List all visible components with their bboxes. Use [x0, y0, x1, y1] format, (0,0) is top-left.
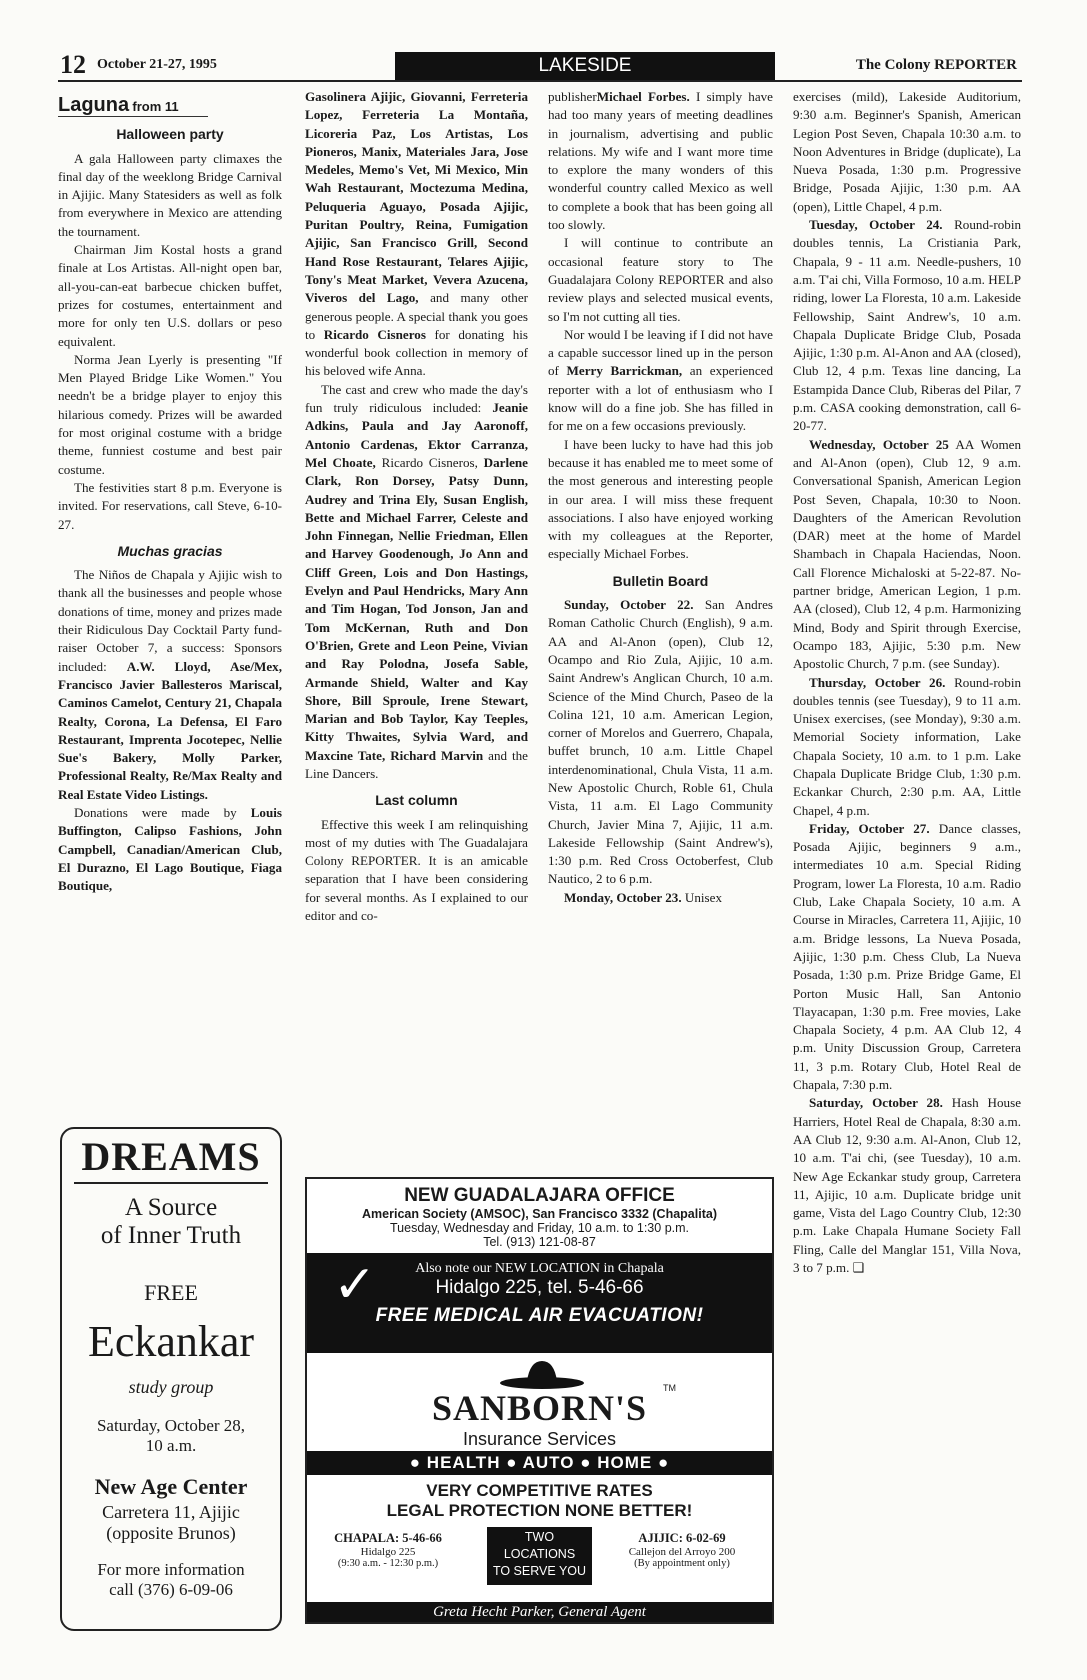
paragraph: [793, 820, 1021, 1094]
paragraph: Chairman Jim Kostal hosts a grand finale at Los Artistas. All-night open bar, all-you-can-eat barbecue chicken buffet, prizes for costumes, entertainment and more for only ten U.S. dollars or peso equivalent.: [58, 242, 282, 349]
badge-text: TO SERVE YOU: [492, 1564, 587, 1578]
column-1: [58, 96, 282, 895]
rates-block: [307, 1475, 772, 1521]
ad-venue: New Age Center: [94, 1474, 248, 1499]
agent-banner: Greta Hecht Parker, General Agent: [307, 1602, 772, 1622]
ajijic-hours: (By appointment only): [634, 1558, 730, 1569]
bullet-icon: ●: [409, 1453, 422, 1472]
paragraph: The festivities start 8 p.m. Everyone is invited. For reservations, call Steve, 6-10-27.: [58, 479, 282, 532]
paragraph: [548, 326, 773, 436]
paragraph-text: Dance classes, Posada Ajijic, beginners 9 a.m., intermediates 10 a.m. Special Riding Program, lower La Floresta, 10 a.m. Radio Club, Lake Chapala Society, 10 a.m. A Course in Miracles, Carretera 11, Ajijic, 10 a.m. Bridge lessons, La Nueva Posada, Ajijic, 1:30 p.m. Chess Club, La Nueva Posada, 1:30 p.m. Prize Bridge Game, El Porton Music Hall, San Antonio Tlayacapan, 1:30 p.m. Free movies, Lake Chapala Society, 4 p.m. AA Club 12, 4 p.m. Unity Discussion Group, Carretera 11, 3 p.m. Rotary Club, Hotel Real de Chapala, 7:30 p.m.: [793, 820, 1021, 1093]
checkmark-icon: ✓: [333, 1256, 377, 1314]
air-evacuation: FREE MEDICAL AIR EVACUATION!: [375, 1305, 704, 1326]
ad-eckankar: Eckankar: [87, 1317, 255, 1366]
paragraph: A gala Halloween party climaxes the final day of the weeklong Bridge Carnival in Ajijic. Many Statesiders as well as folk from everywhere in Mexico are attending the tournament.: [58, 150, 282, 239]
day-heading: Saturday, October 28.: [809, 1095, 943, 1111]
header-rule: [58, 80, 1022, 82]
ad-date: Saturday, October 28,: [96, 1416, 246, 1435]
locations-row: [307, 1527, 772, 1585]
paragraph-text: an experienced reporter with a lot of enthusiasm who I know will do a fine job. She has filled in for me on a few occasions previously.: [548, 363, 773, 434]
ad-info: For more information: [97, 1560, 245, 1579]
name-bold: Ricardo Cisneros: [323, 326, 426, 342]
insurance-lines: [307, 1451, 772, 1475]
paragraph-text: I simply have had too many years of meeting deadlines in journalism, advertising and public relations. My wife and I want more time to explore the many wonders of this wonderful country called Mexico as well to complete a book that has been going all too slowly.: [548, 89, 773, 233]
sombrero-logo-icon: [497, 1357, 587, 1391]
paragraph-text: The Niños de Chapala y Ajijic wish to thank all the businesses and people whose donations of time, money and prizes made their Ridiculous Day Cocktail Party fund-raiser October 7, a success: Sponsors included:: [58, 567, 282, 674]
paragraph-text: Unisex: [684, 889, 722, 905]
ad-phone: call (376) 6-09-06: [109, 1580, 233, 1599]
cast-list: Darlene Clark, Ron Dorsey, Patsy Dunn, Audrey and Trina Ely, Susan English, Bette and Michael Farrer, Celeste and John Finnegan, Nellie Friedman, Ellen and Harvey Goodenough, Jo Ann and Cliff Green, Lois and Don Hastings, Evelyn and Paul Hendricks, Mary Ann and Tim Hogan, Tod Jonson, Jan and Tom McKernan, Ruth and Don O'Brien, Grete and Leon Peine, Vivian and Ray Polodna, Josefa Sable, Armande Shield, Walter and Kay Shore, Bill Sproule, Irene Stewart, Marian and Bob Taylor, Kay Teeples, Kitty Thwaites, Sylvia Ward, and Maxcine Tate, Richard Marvin: [305, 454, 528, 763]
subhead-muchas-gracias: Muchas gracias: [117, 542, 223, 559]
paragraph: Norma Jean Lyerly is presenting "If Men Played Bridge Like Women." You needn't be a bridge player to enjoy this hilarious comedy. Prizes will be awarded for most original costume with a bridge theme, funniest costume and best pair costume.: [58, 351, 282, 477]
name-bold: Merry Barrickman,: [566, 363, 683, 379]
sponsor-list: Gasolinera Ajijic, Giovanni, Ferreteria Lopez, Ferreteria La Montaña, Licoreria Paz, Los Artistas, Los Pioneros, Manix, Materiales Jara, Jose Medeles, Memo's Vet, Mi Mexico, Min Wah Restaurant, Moctezuma Medina, Peluqueria Aguayo, Posada Ajijic, Puritan Poultry, Reina, Fumigation Ajijic, San Francisco Grill, Second Hand Rose Restaurant, Telares Ajijic, Tony's Meat Market, Vevera Azucena, Viveros del Lago,: [305, 89, 528, 306]
subhead-last-column: Last column: [375, 792, 458, 809]
office-line: American Society (AMSOC), San Francisco 3332 (Chapalita): [362, 1207, 717, 1221]
page-number: 12: [60, 50, 86, 79]
paragraph-text: Nor would I be leaving if I did not have a capable successor lined up in the person of: [548, 326, 773, 379]
location-address: Hidalgo 225, tel. 5-46-66: [435, 1277, 644, 1298]
paragraph-text: publisher: [548, 89, 597, 104]
bullet-icon: ●: [657, 1453, 670, 1472]
ad-title: DREAMS: [74, 1133, 268, 1184]
paragraph: [548, 88, 773, 234]
paragraph-text: Round-robin doubles tennis, La Cristiania Park, Chapala, 9 - 11 a.m. Needle-pushers, 10 a.m. T'ai chi, Villa Formoso, 10 a.m. HELP riding, lower La Floresta, 10 a.m. Lakeside Fellowship, Saint Andrew's, 10 a.m. Chapala Duplicate Bridge Club, Posada Ajijic, 1:30 p.m. Al-Anon and AA (closed), Club 12, 4 p.m. Texas line dancing, La Estampida Dance Club, Riberas del Pilar, 7 p.m. CASA cooking demonstration, call 6-20-77.: [793, 217, 1021, 434]
paragraph: I will continue to contribute an occasional feature story to The Guadalajara Colony REPORTER and also review plays and selected musical events, so I'm not cutting all ties.: [548, 235, 773, 324]
day-heading: Sunday, October 22.: [564, 597, 694, 613]
day-heading: Tuesday, October 24.: [809, 217, 943, 233]
day-heading: Thursday, October 26.: [809, 674, 946, 690]
line-auto: AUTO: [522, 1453, 575, 1472]
paragraph: [58, 804, 282, 895]
paragraph: [793, 1094, 1021, 1277]
badge-text: LOCATIONS: [503, 1547, 576, 1561]
publication-name: The Colony REPORTER: [855, 57, 1017, 73]
paragraph-text: Ricardo Cisneros,: [381, 454, 478, 470]
ad-subtitle: of Inner Truth: [100, 1222, 242, 1249]
location-banner: [307, 1253, 772, 1353]
bullet-icon: ●: [580, 1453, 592, 1472]
day-heading: Friday, October 27.: [809, 820, 930, 836]
paragraph-text: The cast and crew who made the day's fun truly ridiculous included:: [305, 381, 528, 416]
paragraph: [793, 436, 1021, 674]
paragraph-text: and the Line Dancers.: [305, 747, 528, 781]
brand-block: [307, 1353, 772, 1451]
ad-subtitle: A Source: [124, 1194, 218, 1221]
two-locations-badge: [487, 1527, 592, 1585]
office-tel: Tel. (913) 121-08-87: [483, 1235, 596, 1249]
chapala-phone: CHAPALA: 5-46-66: [334, 1531, 442, 1545]
paragraph-text: and many other generous people. A special thank you goes to: [305, 290, 528, 342]
paragraph: [548, 596, 773, 889]
ad-time: 10 a.m.: [145, 1436, 197, 1455]
end-mark-icon: ❑: [852, 1260, 865, 1275]
column-2: [305, 88, 528, 925]
badge-text: TWO: [524, 1530, 555, 1544]
paragraph-text: Donations were made by: [74, 804, 237, 820]
paragraph-text: AA Women and Al-Anon (open), Club 12, 9 a.m. Conversational Spanish, American Legion Post Seven, Chapala, 10:30 to Noon. Daughters of the American Revolution (DAR) meet at the home of Mardel Shambach in Chapala Haciendas, Noon. Call Florence Michaloski at 5-22-87. No-partner bridge, American Legion, 1 p.m. AA (closed), Club 12, 4 p.m. Harmonizing Mind, Body and Spirit through Exercise, Ocampo 183, Ajijic, 5:30 p.m. New Apostolic Church, 7 p.m. (see Sunday).: [793, 436, 1021, 672]
dreams-ad: [60, 1127, 282, 1631]
section-title: LAKESIDE: [395, 52, 775, 80]
subhead-halloween: Halloween party: [116, 126, 224, 143]
ajijic-address: Callejon del Arroyo 200: [628, 1546, 736, 1558]
office-title: NEW GUADALAJARA OFFICE: [404, 1185, 675, 1206]
line-health: HEALTH: [426, 1453, 501, 1472]
cast-list: Jeanie Adkins, Paula and Jay Aaronoff, Antonio Cardenas, Ektor Carranza, Mel Choate,: [305, 400, 528, 470]
paragraph: Effective this week I am relinquishing most of my duties with The Guadalajara Colony REPORTER. It is an amicable separation that I have been considering for several months. As I explained to our editor and co-: [305, 816, 528, 924]
chapala-location: [313, 1531, 463, 1569]
kicker-underline: [58, 116, 208, 117]
paragraph: [793, 216, 1021, 436]
day-heading: Wednesday, October 25: [809, 436, 949, 452]
paragraph: [548, 889, 773, 907]
ajijic-location: [607, 1531, 757, 1569]
donor-list: Louis Buffington, Calipso Fashions, John Campbell, Canadian/American Club, El Durazno, El Lago Boutique, Fiaga Boutique,: [58, 804, 282, 894]
sponsor-list: A.W. Lloyd, Ase/Mex, Francisco Javier Ballesteros Mariscal, Caminos Camelot, Century 21, Chapala Realty, Corona, La Defensa, El Faro Restaurant, Imprenta Jocotepec, Nellie Sue's Bakery, Molly Parker, Professional Realty, Re/Max Realty and Real Estate Video Listings.: [58, 658, 282, 802]
chapala-address: Hidalgo 225: [360, 1546, 416, 1558]
sanborns-ad: [305, 1177, 774, 1624]
continuation-kicker: [58, 96, 282, 116]
ajijic-phone: AJIJIC: 6-02-69: [638, 1531, 726, 1545]
paragraph: [793, 674, 1021, 820]
paragraph-text: San Andres Roman Catholic Church (English), 9 a.m. AA and Al-Anon (open), Club 12, Ocampo and Rio Zula, Ajijic, 10 a.m. Saint Andrew's Anglican Church, 10 a.m. Science of the Mind Church, Paseo de la Colina 121, 10 a.m. American Legion, corner of Morelos and Guerrero, Chapala, buffet brunch, 10 a.m. Little Chapel interdenominational, Chula Vista, 11 a.m. New Apostolic Church, Roble 61, Chula Vista, 11 a.m. El Lago Community Church, Javier Mina 7, Ajijic, 11 a.m. Lakeside Fellowship (Saint Andrew's), 1:30 p.m. Red Cross Octoberfest, Club Nautico, 2 to 6 p.m.: [548, 597, 773, 887]
paragraph: [305, 88, 528, 381]
line-home: HOME: [597, 1453, 653, 1472]
brand-subtitle: Insurance Services: [462, 1429, 617, 1449]
subhead-bulletin-board: Bulletin Board: [612, 572, 709, 589]
ad-address: Carretera 11, Ajijic: [102, 1502, 240, 1522]
column-3: [548, 88, 773, 907]
day-heading: Monday, October 23.: [564, 889, 682, 905]
paragraph: [58, 566, 282, 804]
location-line: Also note our NEW LOCATION in Chapala: [415, 1261, 664, 1276]
paragraph-text: for donating his wonderful book collection in memory of his beloved wife Anna.: [305, 326, 529, 379]
rates-line: VERY COMPETITIVE RATES: [426, 1481, 653, 1500]
kicker-from: from 11: [132, 99, 179, 114]
ad-study-group: study group: [128, 1377, 214, 1397]
kicker-title: Laguna: [58, 94, 130, 116]
paragraph: exercises (mild), Lakeside Auditorium, 9:30 a.m. Beginner's Spanish, American Legion Post Seven, Chapala 10:30 a.m. to Noon Adventures in Bridge (duplicate), La Nueva Posada, 1:30 p.m. Progressive Bridge, Posada Ajijic, 1:30 p.m. AA (open), Little Chapel, 4 p.m.: [793, 89, 1021, 214]
name-bold: Michael Forbes.: [596, 89, 690, 104]
paragraph: I have been lucky to have had this job because it has enabled me to meet some of the most generous and interesting people in our area. I will miss these frequent associations. I also have enjoyed working with my colleagues at the Reporter, especially Michael Forbes.: [548, 436, 773, 562]
column-4: [793, 88, 1021, 1277]
paragraph-text: Round-robin doubles tennis (see Tuesday), 9 to 11 a.m. Unisex exercises, (see Monday), 9:30 a.m. Memorial Society information, Lake Chapala Society, 10 a.m. to 1 p.m. Lake Chapala Duplicate Bridge Club, 1:30 p.m. Eckankar Church, 2:30 p.m. AA, Little Chapel, 4 p.m.: [793, 674, 1021, 818]
trademark: TM: [663, 1383, 676, 1393]
chapala-hours: (9:30 a.m. - 12:30 p.m.): [337, 1558, 439, 1569]
brand-name: SANBORN'S: [431, 1388, 648, 1428]
issue-date: October 21-27, 1995: [97, 57, 217, 72]
bullet-icon: ●: [506, 1453, 518, 1472]
ad-address: (opposite Brunos): [106, 1523, 236, 1543]
paragraph: [305, 381, 528, 784]
legal-line: LEGAL PROTECTION NONE BETTER!: [386, 1501, 693, 1520]
office-line: Tuesday, Wednesday and Friday, 10 a.m. to 1:30 p.m.: [390, 1221, 689, 1235]
paragraph-text: Hash House Harriers, Hotel Real de Chapala, 8:30 a.m. AA Club 12, 9:30 a.m. Al-Anon, Club 12, 10 a.m. T'ai chi, (see Tuesday), 10 a.m. New Age Eckankar study group, Carretera 11, Ajijic, 10 a.m. Duplicate bridge unit game, Vista del Lago Country Club, 12:30 p.m. Lake Chapala Humane Society Fall Fling, Calle del Manglar 151, Villa Nova, 3 to 7 p.m.: [793, 1095, 1021, 1275]
office-box: [307, 1179, 772, 1253]
ad-free: FREE: [144, 1280, 198, 1305]
